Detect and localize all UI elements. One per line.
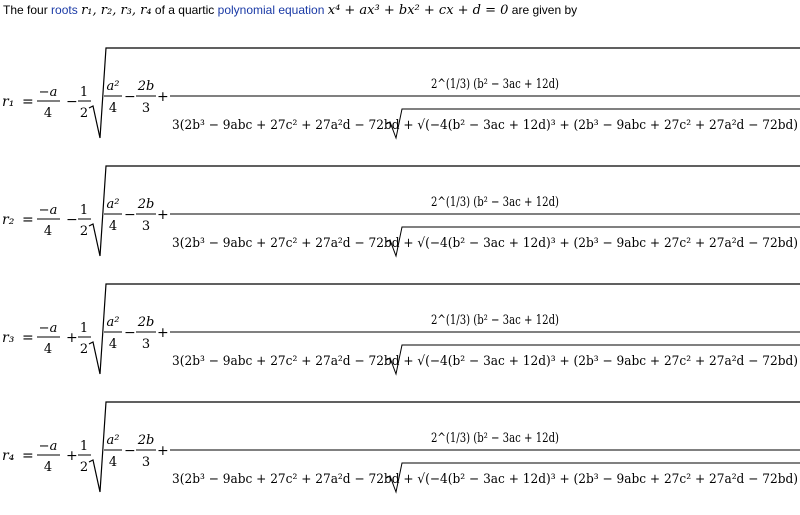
inner-b-denominator: 3 <box>141 219 151 234</box>
intro-suffix: are given by <box>511 3 578 17</box>
roots-list: r₁, r₂, r₃, r₄ <box>81 3 152 18</box>
big-numerator: 2^(1/3) (b² − 3ac + 12d) <box>431 195 559 210</box>
half-numerator: 1 <box>79 439 89 454</box>
sign-before-half: − <box>66 212 78 228</box>
root-label: r₁ <box>2 94 15 110</box>
inner-a-denominator: 4 <box>108 101 118 116</box>
big-denominator: 3(2b³ − 9abc + 27c² + 27a²d − 72bd + √(−4(b² − 3ac + 12d)³ + (2b³ − 9abc + 27c² + 27a²d − 72bd) <box>172 354 798 369</box>
inner-a-denominator: 4 <box>108 337 118 352</box>
half-denominator: 2 <box>79 342 89 357</box>
big-numerator: 2^(1/3) (b² − 3ac + 12d) <box>431 313 559 328</box>
inner-a-squared: a² <box>106 79 120 94</box>
sign-before-half: + <box>66 448 78 464</box>
roots-link[interactable]: roots <box>51 3 78 17</box>
term1-numerator: −a <box>38 203 58 218</box>
inner-a-squared: a² <box>106 197 120 212</box>
term1-numerator: −a <box>38 439 58 454</box>
big-numerator: 2^(1/3) (b² − 3ac + 12d) <box>431 77 559 92</box>
intro-prefix: The four <box>3 3 48 17</box>
inner-minus: − <box>124 89 136 105</box>
inner-plus: + <box>157 207 169 223</box>
inner-plus: + <box>157 325 169 341</box>
inner-minus: − <box>124 325 136 341</box>
sign-before-half: + <box>66 330 78 346</box>
half-numerator: 1 <box>79 203 89 218</box>
inner-b-denominator: 3 <box>141 337 151 352</box>
root-formula-3 <box>0 282 800 378</box>
term1-denominator: 4 <box>43 342 53 357</box>
inner-minus: − <box>124 207 136 223</box>
big-denominator: 3(2b³ − 9abc + 27c² + 27a²d − 72bd + √(−4(b² − 3ac + 12d)³ + (2b³ − 9abc + 27c² + 27a²d − 72bd) <box>172 472 798 487</box>
half-denominator: 2 <box>79 224 89 239</box>
formula-svg <box>0 46 800 142</box>
big-denominator: 3(2b³ − 9abc + 27c² + 27a²d − 72bd + √(−4(b² − 3ac + 12d)³ + (2b³ − 9abc + 27c² + 27a²d − 72bd) <box>172 118 798 133</box>
inner-b-denominator: 3 <box>141 101 151 116</box>
term1-numerator: −a <box>38 321 58 336</box>
big-numerator: 2^(1/3) (b² − 3ac + 12d) <box>431 431 559 446</box>
formula-svg <box>0 400 800 496</box>
intro-middle: of a quartic <box>154 3 215 17</box>
polynomial-equation-link[interactable]: polynomial equation <box>217 3 325 17</box>
root-formula-2 <box>0 164 800 260</box>
intro-sentence <box>3 1 800 19</box>
inner-a-denominator: 4 <box>108 219 118 234</box>
inner-minus: − <box>124 443 136 459</box>
root-label: r₂ <box>2 212 15 228</box>
inner-a-squared: a² <box>106 433 120 448</box>
root-formula-1 <box>0 46 800 142</box>
equals-sign: = <box>22 212 34 228</box>
root-formula-4 <box>0 400 800 496</box>
half-numerator: 1 <box>79 85 89 100</box>
half-denominator: 2 <box>79 460 89 475</box>
formula-svg <box>0 282 800 378</box>
inner-plus: + <box>157 443 169 459</box>
term1-denominator: 4 <box>43 224 53 239</box>
inner-a-denominator: 4 <box>108 455 118 470</box>
inner-plus: + <box>157 89 169 105</box>
quartic-equation: x⁴ + ax³ + bx² + cx + d = 0 <box>327 3 509 18</box>
inner-2b: 2b <box>137 79 155 94</box>
equals-sign: = <box>22 330 34 346</box>
equals-sign: = <box>22 94 34 110</box>
root-label: r₄ <box>2 448 15 464</box>
inner-2b: 2b <box>137 433 155 448</box>
half-denominator: 2 <box>79 106 89 121</box>
big-denominator: 3(2b³ − 9abc + 27c² + 27a²d − 72bd + √(−4(b² − 3ac + 12d)³ + (2b³ − 9abc + 27c² + 27a²d − 72bd) <box>172 236 798 251</box>
inner-a-squared: a² <box>106 315 120 330</box>
half-numerator: 1 <box>79 321 89 336</box>
sign-before-half: − <box>66 94 78 110</box>
inner-b-denominator: 3 <box>141 455 151 470</box>
equals-sign: = <box>22 448 34 464</box>
term1-denominator: 4 <box>43 460 53 475</box>
term1-denominator: 4 <box>43 106 53 121</box>
formula-svg <box>0 164 800 260</box>
inner-2b: 2b <box>137 197 155 212</box>
root-label: r₃ <box>2 330 15 346</box>
inner-2b: 2b <box>137 315 155 330</box>
term1-numerator: −a <box>38 85 58 100</box>
